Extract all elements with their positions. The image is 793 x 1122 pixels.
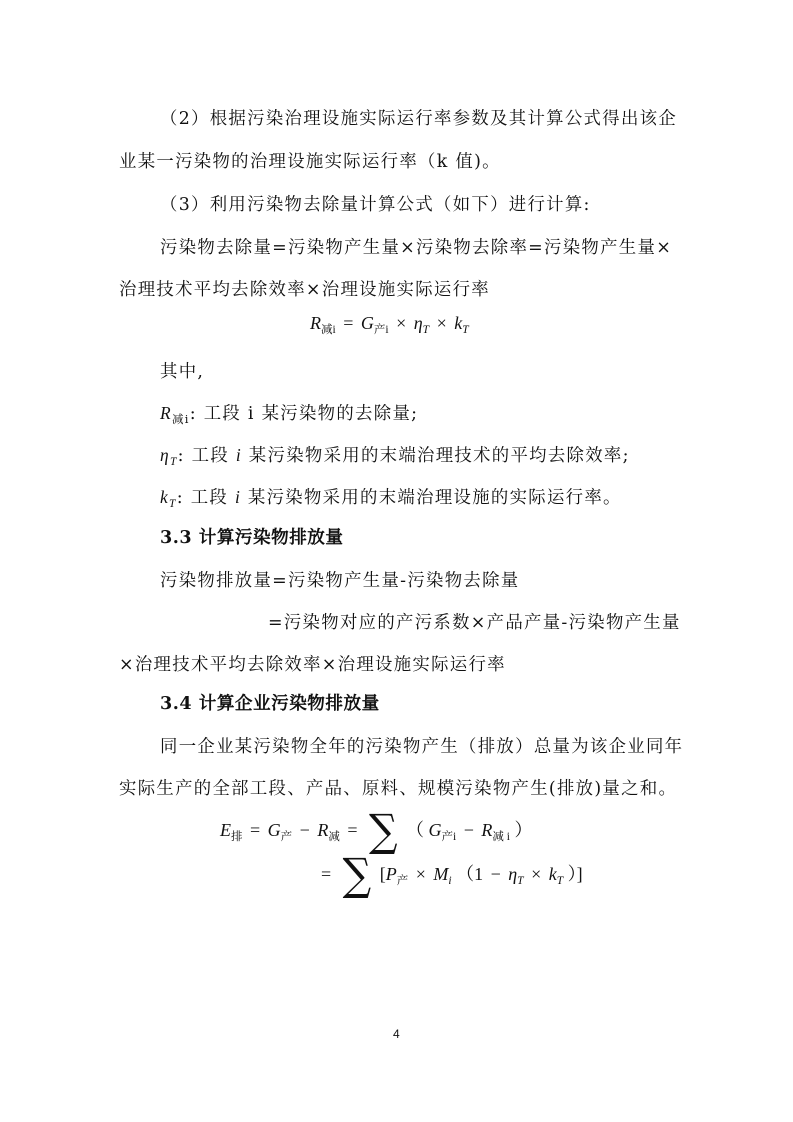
- summation-symbol: ∑: [342, 849, 372, 901]
- removal-definition-line1: 污染物去除量=污染物产生量×污染物去除率=污染物产生量×: [160, 238, 673, 258]
- definition-efficiency: $\eta_T$: 工段 i 某污染物采用的末端治理技术的平均去除效率;: [160, 445, 630, 468]
- total-emission-formula-line1: $E_排 = G_产 - R_减$ = ∑ （ $G_{产i} - R_{减 i}$ ）: [220, 805, 533, 857]
- where-label: 其中,: [160, 362, 205, 382]
- emission-definition-line2: =污染物对应的产污系数×产品产量-污染物产生量: [268, 613, 681, 633]
- paragraph-step3: （3）利用污染物去除量计算公式（如下）进行计算:: [160, 195, 591, 215]
- emission-definition-line3: ×治理技术平均去除效率×治理设施实际运行率: [119, 655, 506, 675]
- removal-definition-line2: 治理技术平均去除效率×治理设施实际运行率: [119, 280, 490, 300]
- section-heading-3-4: 3.4 计算企业污染物排放量: [160, 693, 380, 714]
- paragraph-step2-line2: 业某一污染物的治理设施实际运行率（k 值)。: [119, 152, 501, 172]
- total-emission-line2: 实际生产的全部工段、产品、原料、规模污染物产生(排放)量之和。: [119, 779, 678, 799]
- page-number: 4: [393, 1027, 400, 1041]
- paragraph-step2-line1: （2）根据污染治理设施实际运行率参数及其计算公式得出该企: [160, 109, 678, 129]
- definition-operation-rate: $k_T$: 工段 i 某污染物采用的末端治理设施的实际运行率。: [160, 487, 622, 510]
- emission-definition-line1: 污染物排放量=污染物产生量-污染物去除量: [160, 571, 520, 591]
- definition-removal: $R_{减i}$: 工段 i 某污染物的去除量;: [160, 403, 419, 426]
- summation-symbol: ∑: [368, 805, 398, 857]
- removal-formula: $R_{减i} = G_{产i} \times \eta_T \times k_T$: [310, 313, 469, 336]
- section-heading-3-3: 3.3 计算污染物排放量: [160, 527, 344, 548]
- total-emission-line1: 同一企业某污染物全年的污染物产生（排放）总量为该企业同年: [160, 737, 684, 757]
- total-emission-formula-line2: = ∑ [$P_产 \times M_i$ （$1 - \eta_T \times k_T$ ）]: [321, 849, 583, 901]
